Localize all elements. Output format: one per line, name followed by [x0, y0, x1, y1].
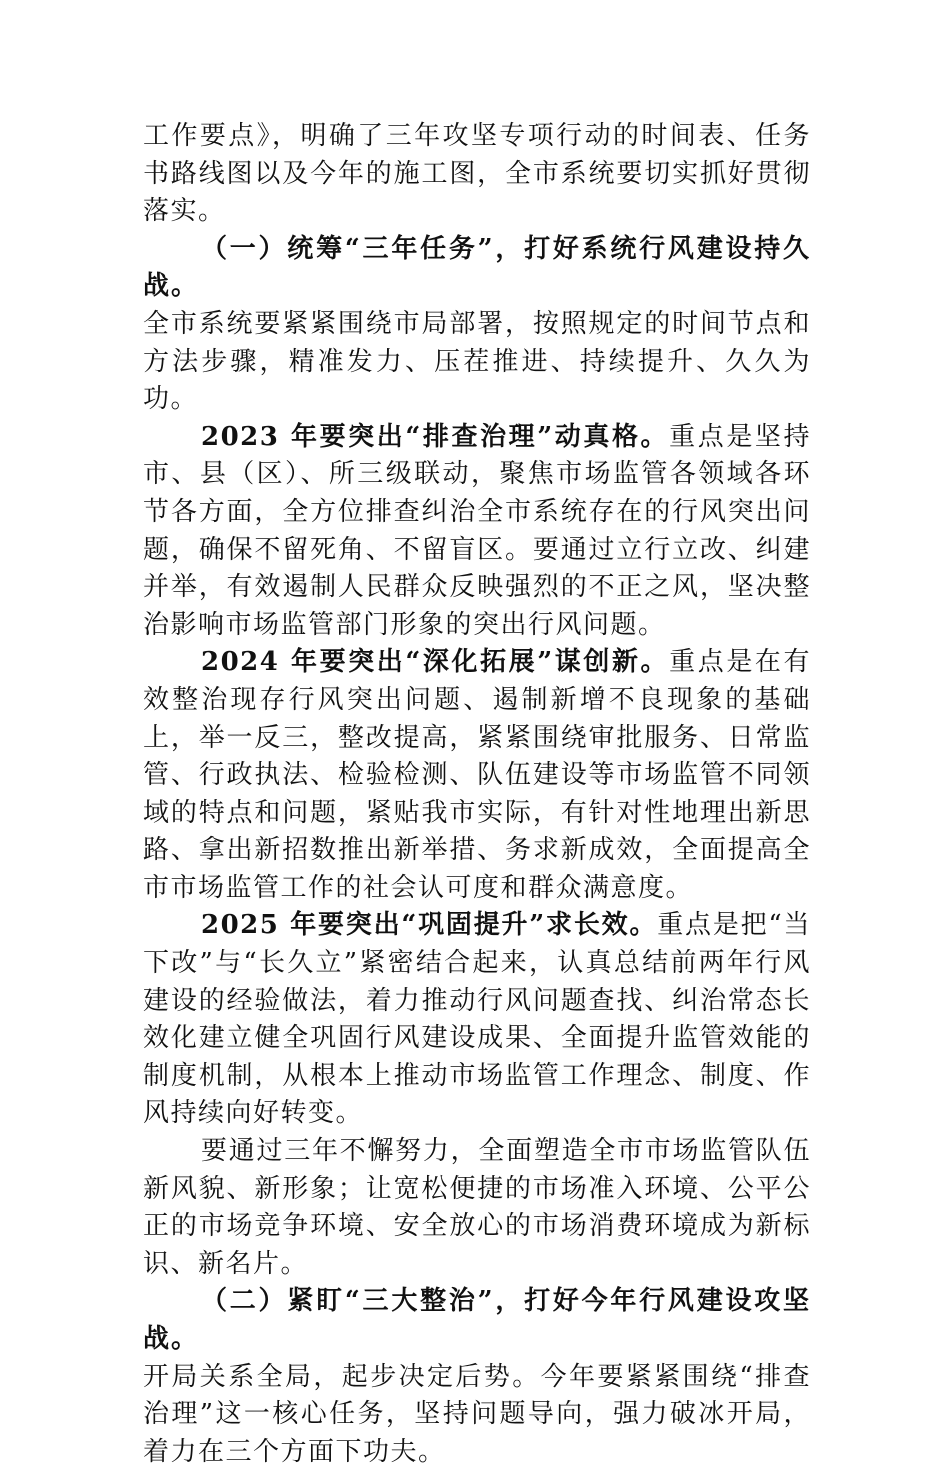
paragraph-2023	[143, 419, 811, 645]
document-body	[143, 118, 811, 1471]
lead-2024: 2024 年要突出“深化拓展”谋创新。	[201, 647, 670, 678]
body-2023: 重点是坚持市、县（区）、所三级联动，聚焦市场监管各领域各环节各方面，全方位排查纠治全市系统存在的行风突出问题，确保不留死角、不留盲区。要通过立行立改、纠建并举，有效遏制人民群众反映强烈的不正之风，坚决整治影响市场监管部门形象的突出行风问题。	[143, 421, 811, 640]
paragraph-2025	[143, 907, 811, 1133]
lead-2025: 2025 年要突出“巩固提升”求长效。	[201, 910, 658, 941]
paragraph-2024	[143, 644, 811, 907]
body-2024: 重点是在有效整治现存行风突出问题、遏制新增不良现象的基础上，举一反三，整改提高，紧紧围绕审批服务、日常监管、行政执法、检验检测、队伍建设等市场监管不同领域的特点和问题，紧贴我市实际，有针对性地理出新思路、拿出新招数推出新举措、务求新成效，全面提高全市市场监管工作的社会认可度和群众满意度。	[143, 647, 811, 903]
paragraph-7: 开局关系全局，起步决定后势。今年要紧紧围绕“排查治理”这一核心任务，坚持问题导向，强力破冰开局，着力在三个方面下功夫。	[143, 1361, 811, 1467]
paragraph-2: 全市系统要紧紧围绕市局部署，按照规定的时间节点和方法步骤，精准发力、压茬推进、持续提升、久久为功。	[143, 308, 811, 415]
section-heading-1: （一）统筹“三年任务”，打好系统行风建设持久战。	[143, 233, 811, 302]
body-2025: 重点是把“当下改”与“长久立”紧密结合起来，认真总结前两年行风建设的经验做法，着力推动行风问题查找、纠治常态长效化建立健全巩固行风建设成果、全面提升监管效能的制度机制，从根本上推动市场监管工作理念、制度、作风持续向好转变。	[143, 910, 811, 1129]
paragraph-summary: 要通过三年不懈努力，全面塑造全市市场监管队伍新风貌、新形象；让宽松便捷的市场准入环境、公平公正的市场竞争环境、安全放心的市场消费环境成为新标识、新名片。	[143, 1136, 811, 1279]
lead-2023: 2023 年要突出“排查治理”动真格。	[201, 421, 670, 452]
paragraph-continuation: 工作要点》，明确了三年攻坚专项行动的时间表、任务书路线图以及今年的施工图，全市系统要切实抓好贯彻落实。	[143, 121, 811, 227]
section-heading-2: （二）紧盯“三大整治”，打好今年行风建设攻坚战。	[143, 1286, 811, 1354]
